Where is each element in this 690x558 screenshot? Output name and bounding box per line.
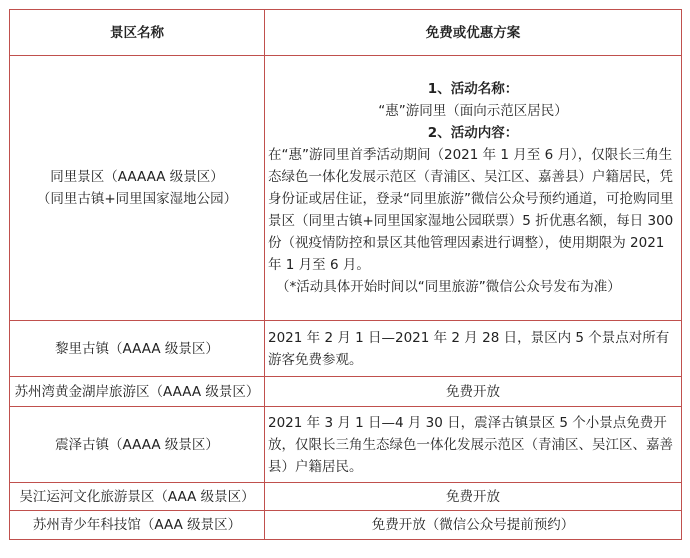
- plan-text: 2021 年 2 月 1 日—2021 年 2 月 28 日，景区内 5 个景点对所有游客免费参观。: [265, 321, 682, 377]
- activity-note: （*活动具体开始时间以“同里旅游”微信公众号发布为准）: [276, 279, 621, 295]
- activity-content: 在“惠”游同里首季活动期间（2021 年 1 月至 6 月），仅限长三角生态绿色一体化发展示范区（青浦区、吴江区、嘉善县）户籍居民，凭身份证或居住证，登录“同里旅游”微信公众号预约通道，可抢购同里景区（同里古镇+同里国家湿地公园联票）5 折优惠名额，每日 300 份（视疫情防控和景区其他管理因素进行调整），使用期限为 2021 年 1 月至 6 月。: [268, 147, 674, 273]
- scenic-name: 同里景区（AAAAA 级景区）: [50, 169, 224, 185]
- table-row-youth-science-museum: [10, 511, 682, 540]
- activity-name-heading: 1、活动名称：: [427, 81, 519, 97]
- header-plan: 免费或优惠方案: [265, 10, 682, 56]
- plan-text: 2021 年 3 月 1 日—4 月 30 日，震泽古镇景区 5 个小景点免费开放，仅限长三角生态绿色一体化发展示范区（青浦区、吴江区、嘉善县）户籍居民。: [265, 407, 682, 483]
- plan-text: 免费开放（微信公众号提前预约）: [265, 511, 682, 540]
- header-scenic-name: 景区名称: [10, 10, 265, 56]
- activity-content-heading: 2、活动内容：: [427, 125, 519, 141]
- scenic-discount-table: [9, 9, 682, 540]
- plan-cell: [265, 56, 682, 321]
- plan-text: 免费开放: [265, 377, 682, 407]
- scenic-name-sub: （同里古镇+同里国家湿地公园）: [36, 191, 238, 207]
- plan-text: 免费开放: [265, 483, 682, 511]
- table-row-suzhou-bay: [10, 377, 682, 407]
- table-row-wujiang-canal: [10, 483, 682, 511]
- scenic-name: 苏州青少年科技馆（AAA 级景区）: [10, 511, 265, 540]
- activity-name: “惠”游同里（面向示范区居民）: [378, 103, 568, 119]
- table-row-tongli: [10, 56, 682, 321]
- scenic-name: 苏州湾黄金湖岸旅游区（AAAA 级景区）: [10, 377, 265, 407]
- table-header-row: [10, 10, 682, 56]
- scenic-name: 吴江运河文化旅游景区（AAA 级景区）: [10, 483, 265, 511]
- scenic-name-cell: [10, 56, 265, 321]
- table-row-zhenze: [10, 407, 682, 483]
- scenic-name: 震泽古镇（AAAA 级景区）: [10, 407, 265, 483]
- scenic-name: 黎里古镇（AAAA 级景区）: [10, 321, 265, 377]
- table-row-lili: [10, 321, 682, 377]
